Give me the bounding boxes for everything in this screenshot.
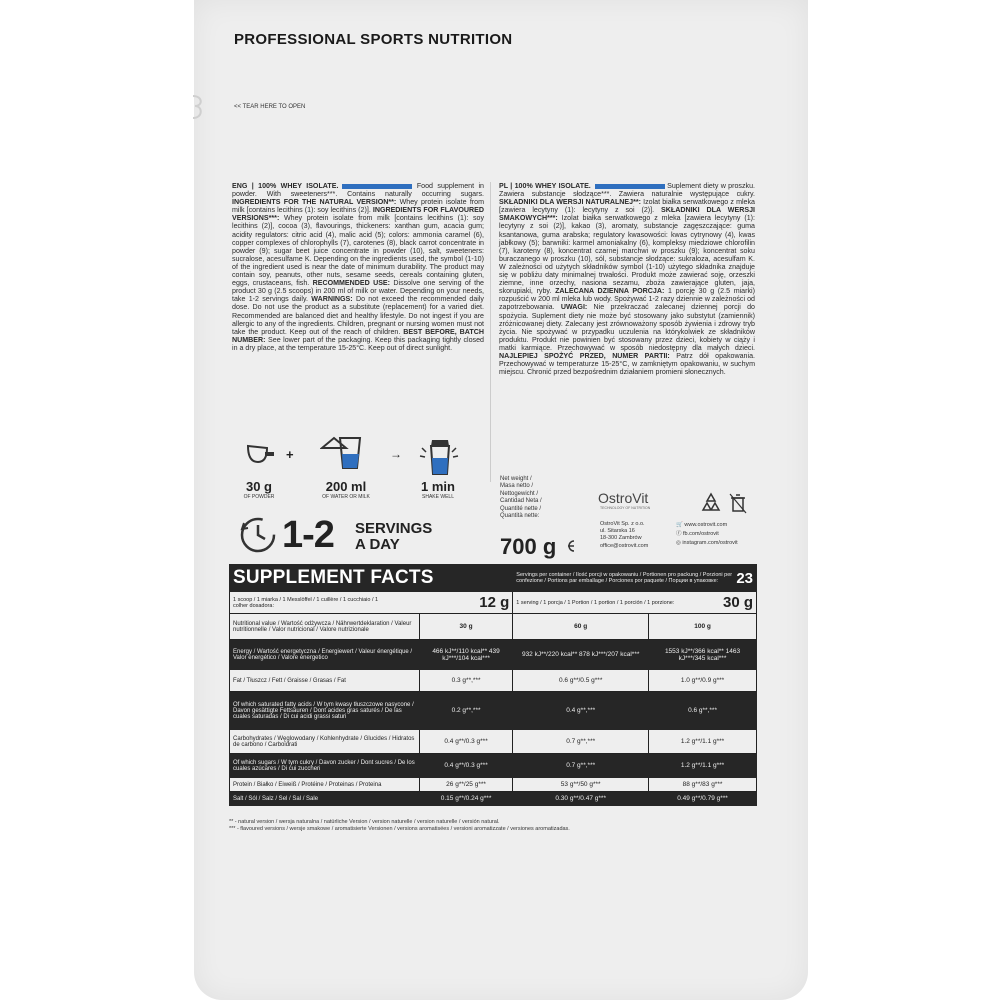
- servings-text: SERVINGS A DAY: [355, 520, 433, 553]
- cart-icon: 🛒: [676, 522, 685, 528]
- facebook-icon: ⓕ: [676, 531, 684, 538]
- table-row: Carbohydrates / Węglowodany / Kohlenhydrate / Glucides / Hidratos de carbono / Carboidrati 0.4 g**/0.3 g*** 0.7 g**,*** 1.2 g**/1.1 g***: [230, 730, 757, 754]
- eng-heading: ENG | 100% WHEY ISOLATE.: [232, 182, 339, 190]
- supplement-facts-title: SUPPLEMENT FACTS: [233, 567, 434, 588]
- water-amount: 200 ml: [325, 479, 367, 494]
- footnotes: ** - natural version / wersja naturalna / natürliche Version / version naturelle / version naturelle / versión natural. *** - flavoured versions / wersje smakowe / aromatisierte Versionen / versions aromatisées / versioni aromatizzate / versiones aromatizadas.: [229, 819, 570, 832]
- shake-label: SHAKE WELL: [422, 494, 454, 500]
- col-30g: 30 g: [419, 614, 512, 640]
- table-row: Salt / Sól / Salz / Sel / Sal / Sale 0.15 g**/0.24 g*** 0.30 g**/0.47 g*** 0.49 g**/0.79 g***: [230, 792, 757, 806]
- servings-per-container-label: Servings per container / Ilość porcji w opakowaniu / Portionen pro packung / Porzioni per confezione / Portions par emballage / Porciones por paquete / Порции в упаковке:: [516, 572, 733, 584]
- website-link: 🛒 www.ostrovit.com: [676, 522, 728, 528]
- brand-tagline: PROFESSIONAL SPORTS NUTRITION: [234, 31, 513, 48]
- ostrovit-logo: OstroVit: [598, 490, 649, 506]
- col-60g: 60 g: [513, 614, 649, 640]
- table-row: Energy / Wartość energetyczna / Energiewert / Valeur énergétique / Valor energético / Valore energetico 466 kJ**/110 kcal** 439 kJ***/104 kcal*** 932 kJ**/220 kcal** 878 kJ***/207 kcal*** 1553 kJ**/366 kcal** 1463 kJ***/345 kcal***: [230, 640, 757, 670]
- tear-instruction: << TEAR HERE TO OPEN: [234, 104, 306, 110]
- glass-icon: [320, 434, 366, 472]
- serving-label: 1 serving / 1 porcja / 1 Portion / 1 portion / 1 porción / 1 porzione:: [516, 599, 675, 606]
- pl-heading: PL | 100% WHEY ISOLATE.: [499, 182, 591, 190]
- serving-value: 30 g: [722, 594, 753, 611]
- pl-text-block: PL | 100% WHEY ISOLATE. Suplement diety w proszku. Zawiera substancje słodzące***. Zawiera naturalnie występujące cukry. SKŁADNIKI DLA WERSJI NATURALNEJ**: Izolat białka serwatkowego z mleka [zawiera lecytyny (1): lecytyny z soi (2)]. SKŁADNIKI DLA WERSJI SMAKOWYCH***: Izolat białka serwatkowego z mleka [zawiera lecytyny (1): lecytyny z soi (2)], kakao (3), aromaty, substancje zagęszczające: guma ksantanowa, guma arabska; regulatory kwasowości: kwas cytrynowy (4), kwas jabłkowy (5); barwniki: karmel amoniakalny (6), kompleksy miedziowe chlorofilin (7), karoteny (8), koncentrat czarnej marchwi w proszku (9); koncentrat soku buraczanego w proszku (10), sól, substancje słodzące: sukraloza, acesulfam K. W zależności od użytych składników symbol (1-10) użytego składnika znajduje się w pobliżu daty minimalnej trwałości. Produkt może zawierać soję, orzeszki ziemne, inne orzechy, nasiona sezamu, zboża zawierające gluten, jaja, skorupiaki, ryby. ZALECANA DZIENNA PORCJA: 1 porcję 30 g (2.5 miarki) rozpuścić w 200 ml mleka lub wody. Spożywać 1-2 razy dziennie w zależności od zapotrzebowania. UWAGI: Nie przekraczać zalecanej dziennej porcji do spożycia. Suplement diety nie może być stosowany jako substytut (zamiennik) zróżnicowanej diety. Zalecany jest zrównoważony sposób żywienia i zdrowy tryb życia. Nie spożywać w przypadku uczulenia na którykolwiek ze składników produktu. Produkt nie powinien być stosowany przez dzieci, kobiety w ciąży i matki karmiące. Przechowywać w sposób niedostępny dla małych dzieci. NAJLEPIEJ SPOŻYĆ PRZED, NUMER PARTII: Patrz dół opakowania. Przechowywać w temperaturze 15-25°C, w zamkniętym opakowaniu, w suchym miejscu. Chronić przed bezpośrednim działaniem promieni słonecznych.: [499, 182, 755, 377]
- clock-icon: [238, 515, 278, 555]
- col-100g: 100 g: [649, 614, 757, 640]
- table-row: Of which saturated fatty acids / W tym kwasy tłuszczowe nasycone / Davon gesättigte Fettsäuren / Dont acides gras saturés / De las cuales saturadas / Di cui acidi grassi saturi 0.2 g**,*** 0.4 g**,*** 0.6 g**,***: [230, 692, 757, 730]
- instagram-link: ◎ instagram.com/ostrovit: [676, 540, 738, 547]
- powder-label: OF POWDER: [243, 494, 275, 500]
- facebook-link: ⓕ fb.com/ostrovit: [676, 531, 719, 538]
- table-row: Protein / Białko / Eiweiß / Protéine / Proteinas / Proteina 26 g**/25 g*** 53 g**/50 g*** 88 g**/83 g***: [230, 778, 757, 792]
- table-row: Fat / Tłuszcz / Fett / Graisse / Grasas / Fat 0.3 g**,*** 0.6 g**/0.5 g*** 1.0 g**/0.9 g***: [230, 670, 757, 692]
- water-label: OF WATER OR MILK: [322, 494, 370, 500]
- arrow-sign: →: [390, 447, 402, 461]
- table-row: Of which sugars / W tym cukry / Davon zucker / Dont sucres / De los cuales azúcares / Di cui zuccheri 0.4 g**/0.3 g*** 0.7 g**,*** 1.2 g**/1.1 g***: [230, 754, 757, 778]
- shaker-icon: [416, 432, 462, 478]
- tear-notch-icon: [191, 92, 215, 122]
- estimated-sign-icon: [566, 539, 576, 553]
- column-divider: [490, 182, 491, 482]
- powder-amount: 30 g: [245, 479, 272, 494]
- company-social: [676, 521, 738, 549]
- net-weight-labels: Net weight / Masa netto / Nettogewicht / Cantidad Neta / Quantité nette / Quantità nette:: [500, 476, 542, 520]
- net-weight-value: 700 g: [500, 534, 557, 559]
- eng-text-block: ENG | 100% WHEY ISOLATE. Food supplement in powder. With sweeteners***. Contains naturally occurring sugars. INGREDIENTS FOR THE NATURAL VERSION**: Whey protein isolate from milk [contains lecithins (1): soy lecithins (2)]. INGREDIENTS FOR FLAVOURED VERSIONS***: Whey protein isolate from milk [contains lecithins (1): soy lecithins (2)], cocoa (3), flavourings, thickeners: xanthan gum, acacia gum; acidity regulators: citric acid (4), malic acid (5); colors: ammonia caramel (6), copper complexes of chlorophylls (7), carotenes (8), black carrot concentrate in powder (9); sugar beet juice concentrate in powder (10), salt, sweeteners: sucralose, acesulfame K. Depending on the ingredients used, the symbol (1-10) of the ingredient used is near the date of minimum durability. The product may contain soy, peanuts, other nuts, sesame seeds, cereals containing gluten, eggs, crustaceans, fish. RECOMMENDED USE: Dissolve one serving of the product 30 g (2.5 scoops) in 200 ml of milk or water. Depending on your needs, take 1-2 servings daily. WARNINGS: Do not exceed the recommended daily dose. Do not use the product as a substitute (replacement) for a varied diet. Recommended are balanced diet and healthy lifestyle. Do not ingest if you are allergic to any of the ingredients. Children, pregnant or nursing women must not take the product. Keep out of the reach of children. BEST BEFORE, BATCH NUMBER: See lower part of the packaging. Keep this packaging tightly closed in a dry place, at the temperature 15-25°C. Keep out of direct sunlight.: [232, 182, 485, 352]
- bin-icon: [728, 492, 748, 514]
- logo-tagline: TECHNOLOGY OF NUTRITION: [600, 506, 651, 510]
- scoop-value: 12 g: [479, 594, 510, 611]
- supplement-facts-table: [229, 564, 757, 806]
- eng-blue-bar: [342, 184, 412, 189]
- instagram-icon: ◎: [676, 540, 683, 547]
- scoop-label: 1 scoop / 1 miarka / 1 Messlöffel / 1 cuillère / 1 cucchiaio / 1 colher dosadora:: [233, 596, 379, 609]
- servings-count: 1-2: [282, 514, 334, 556]
- plus-sign: +: [286, 447, 294, 462]
- scoop-icon: [245, 440, 275, 468]
- pl-blue-bar: [595, 184, 665, 189]
- shake-time: 1 min: [421, 479, 455, 494]
- recycle-icon: [700, 492, 722, 514]
- company-address: OstroVit Sp. z o.o. ul. Sitarska 16 18-300 Zambrów office@ostrovit.com: [600, 521, 649, 549]
- servings-per-container-value: 23: [736, 569, 753, 587]
- nutritional-value-label: Nutritional value / Wartość odżywcza / Nährwertdeklaration / Valeur nutritionnelle / Valor nutricional / Valore nutrizionale: [230, 614, 420, 640]
